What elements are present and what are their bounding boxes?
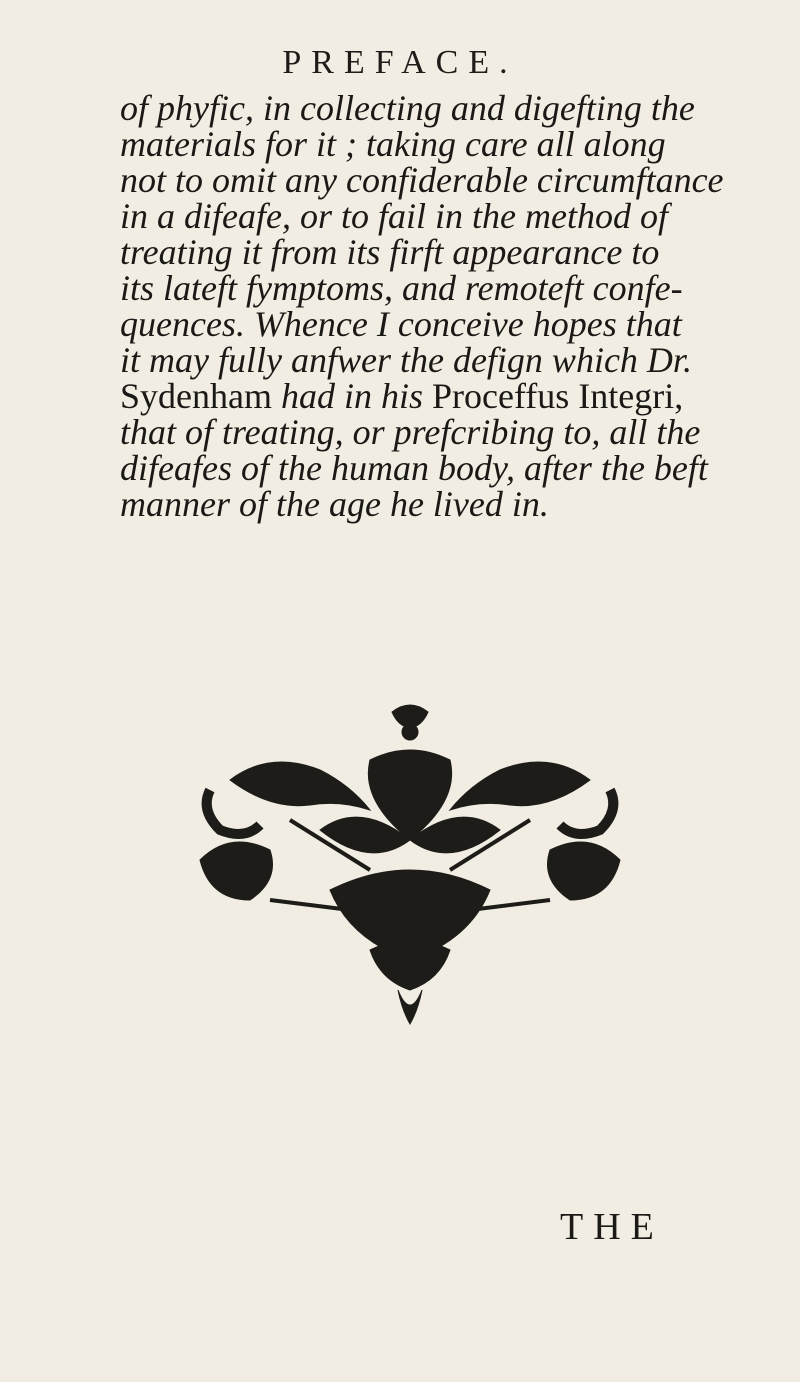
catchword: THE <box>560 1206 664 1248</box>
text-line: quences. Whence I conceive hopes that <box>120 304 682 344</box>
text-line: of phyfic, in collecting and digefting the <box>120 88 695 128</box>
text-line: manner of the age he lived in. <box>120 484 549 524</box>
text-line: its lateft fymptoms, and remoteft confe- <box>120 268 683 308</box>
text-line: materials for it ; taking care all along <box>120 124 666 164</box>
running-head: PREFACE. <box>282 44 518 81</box>
text-line: treating it from its firft appearance to <box>120 232 660 272</box>
name-sydenham: Sydenham <box>120 376 272 416</box>
text-line: Sydenham had in his Proceffus Integri, <box>120 376 684 416</box>
text-line: it may fully anfwer the defign which Dr. <box>120 340 692 380</box>
text-line: in a difeafe, or to fail in the method of <box>120 196 668 236</box>
text-line: not to omit any confiderable circumftance <box>120 160 724 200</box>
preface-text <box>120 90 800 522</box>
work-title: Proceffus Integri, <box>432 376 684 416</box>
floral-tailpiece-icon <box>170 700 650 1030</box>
text-line: that of treating, or prefcribing to, all the <box>120 412 701 452</box>
text-line: difeafes of the human body, after the beft <box>120 448 708 488</box>
